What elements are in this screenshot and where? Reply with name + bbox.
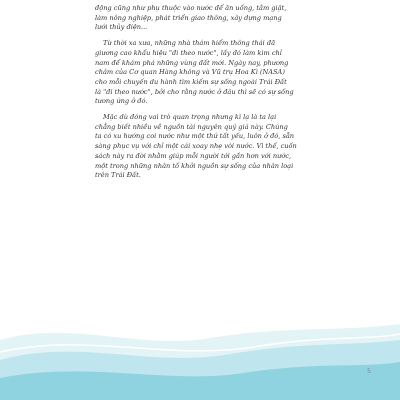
text-line: một trong những nhân tố khởi nguồn sự sống của nhân loại [95,161,294,170]
text-line: ta có xu hướng coi nước như một thứ tất yếu, luôn ở đó, sẵn [95,132,295,141]
text-line: nam để khám phá những vùng đất mới. Ngày nay, phương [95,58,289,67]
text-line: cho mỗi chuyến du hành tìm kiếm sự sống ngoài Trái Đất [95,77,287,86]
text-line: trên Trái Đất. [95,171,141,180]
text-line: giương cao khẩu hiệu "đi theo nước", lấy đó làm kim chỉ [95,48,282,57]
text-line: châm của Cơ quan Hàng không và Vũ trụ Hoa Kì (NASA) [95,68,285,77]
text-line: lưới thủy điện... [95,23,148,32]
text-line: tương ứng ở đó. [95,97,148,106]
paragraph-2 [95,39,310,107]
text-line: là "đi theo nước", bởi cho rằng nước ở đâu thì sẽ có sự sống [95,87,294,96]
body-text [95,4,310,187]
paragraph-3 [95,113,310,181]
wave-decoration [0,310,400,400]
text-line: sàng phục vụ với chỉ một cái xoay nhẹ vòi nước. Vì thế, cuốn [95,142,297,151]
page-number: 5 [367,368,371,375]
paragraph-1 [95,4,310,33]
text-line: làm nông nghiệp, phát triển giao thông, xây dựng mạng [95,13,282,22]
text-line: sách này ra đời nhằm giúp mỗi người tới gần hơn với nước, [95,151,292,160]
text-line: Mặc dù đóng vai trò quan trọng nhưng kì lạ là ta lại [103,113,277,122]
text-line: động cũng như phụ thuộc vào nước để ăn uống, tắm giặt, [95,4,287,12]
text-line: chẳng biết nhiều về nguồn tài nguyên quý giá này. Chúng [95,122,288,131]
text-line: Từ thời xa xưa, những nhà thám hiểm thông thái đã [103,39,276,48]
